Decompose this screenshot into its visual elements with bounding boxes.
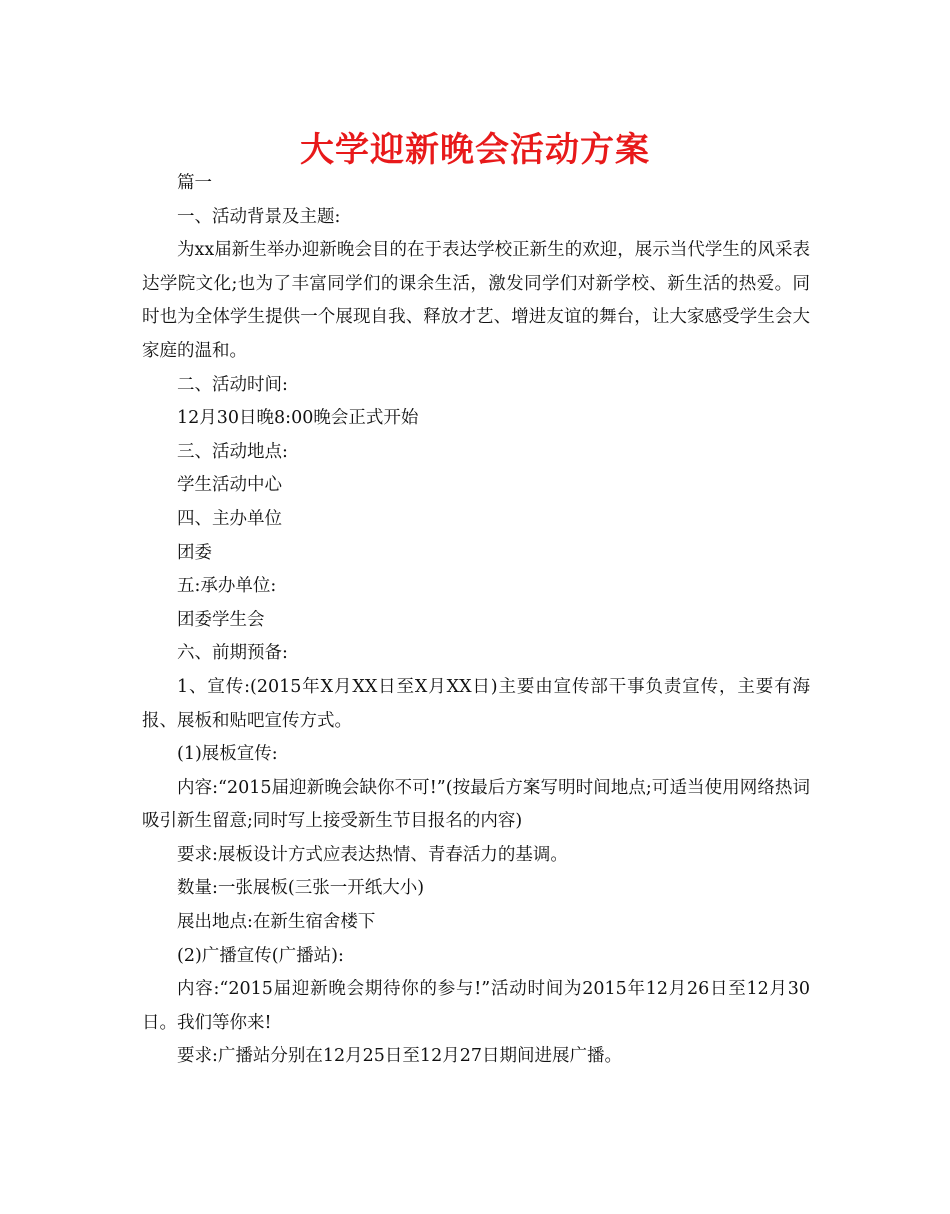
paragraph-publicity: 1、宣传:(2015年X月XX日至X月XX日)主要由宣传部干事负责宣传，主要有海报、展板和贴吧宣传方式。: [142, 676, 810, 731]
paragraph-background-text: 为xx届新生举办迎新晚会目的在于表达学校正新生的欢迎，展示当代学生的风采表达学院文化;也为了丰富同学们的课余生活，激发同学们对新学校、新生活的热爱。同时也为全体学生提供一个展现自我、释放才艺、增进友谊的舞台，让大家感受学生会大家庭的温和。: [142, 240, 810, 361]
paragraph-host-text: 团委: [177, 542, 212, 563]
paragraph-heading-location: 三、活动地点:: [177, 441, 288, 462]
paragraph-board-heading: (1)展板宣传:: [177, 744, 278, 765]
paragraph-section-label: 篇一: [177, 173, 212, 193]
document-body: [142, 167, 810, 1074]
paragraph-board-requirement: 要求:展板设计方式应表达热情、青春活力的基调。: [177, 844, 568, 865]
paragraph-location-text: 学生活动中心: [177, 475, 282, 496]
paragraph-board-quantity: 数量:一张展板(三张一开纸大小): [177, 878, 425, 899]
paragraph-heading-time: 二、活动时间:: [177, 374, 288, 395]
paragraph-heading-host: 四、主办单位: [177, 508, 282, 529]
paragraph-heading-organizer: 五:承办单位:: [177, 576, 277, 597]
paragraph-heading-preparation: 六、前期预备:: [177, 643, 288, 664]
paragraph-broadcast-requirement: 要求:广播站分别在12月25日至12月27日期间进展广播。: [177, 1046, 622, 1067]
paragraph-time-text: 12月30日晚8:00晚会正式开始: [177, 408, 419, 429]
document-title: 大学迎新晚会活动方案: [300, 130, 650, 170]
paragraph-broadcast-heading: (2)广播宣传(广播站):: [177, 945, 344, 966]
paragraph-heading-background: 一、活动背景及主题:: [177, 206, 341, 227]
paragraph-board-location: 展出地点:在新生宿舍楼下: [177, 912, 376, 933]
paragraph-organizer-text: 团委学生会: [177, 609, 265, 630]
paragraph-broadcast-content: 内容:“2015届迎新晚会期待你的参与!”活动时间为2015年12月26日至12月30日。我们等你来!: [142, 979, 810, 1033]
paragraph-board-content: 内容:“2015届迎新晚会缺你不可!”(按最后方案写明时间地点;可适当使用网络热词吸引新生留意;同时写上接受新生节目报名的内容): [142, 777, 810, 832]
